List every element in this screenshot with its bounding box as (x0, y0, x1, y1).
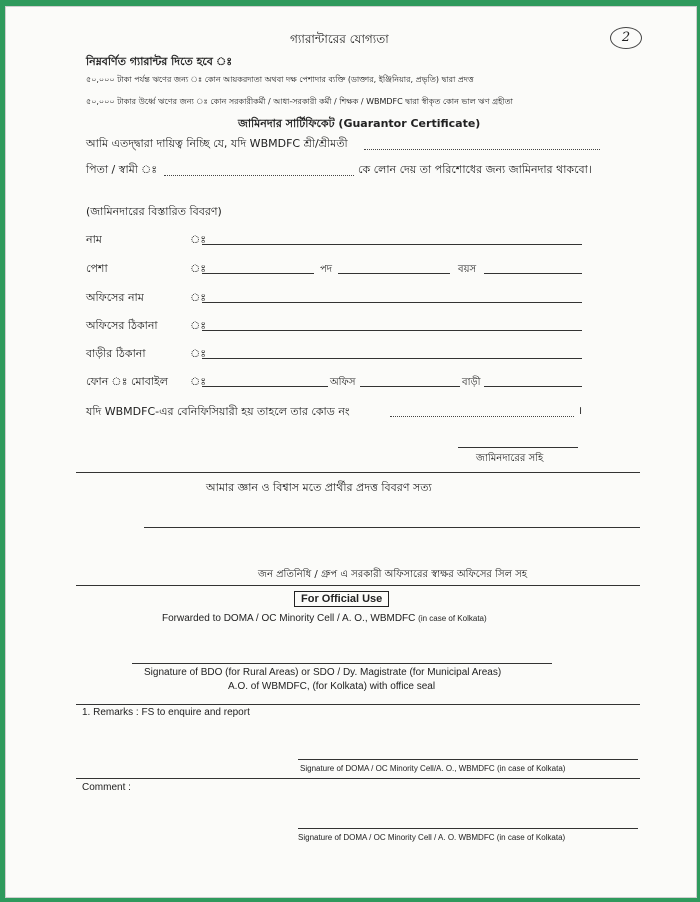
doma-signature-line-1[interactable] (298, 759, 638, 760)
officer-signature-label: জন প্রতিনিধি / গ্রুপ এ সরকারী অফিসারের স্বাক্ষর অফিসের সিল সহ (258, 569, 528, 580)
eligibility-heading: নিম্নবর্ণিত গ্যারান্টর দিতে হবে ঃ (86, 55, 233, 68)
certificate-line-2-tail: কে লোন দেয় তা পরিশোধের জন্য জামিনদার থাকবো। (358, 163, 592, 176)
occupation-label: পেশা (86, 262, 108, 275)
details-heading: (জামিনদারের বিস্তারিত বিবরণ) (86, 205, 222, 218)
certificate-line-1: আমি এতদ্দ্বারা দায়িত্ব নিচ্ছি যে, যদি WBMDFC শ্রী/শ্রীমতী (86, 137, 348, 150)
home-phone-field[interactable] (484, 386, 582, 387)
office-address-label: অফিসের ঠিকানা (86, 319, 158, 332)
section-divider (76, 585, 640, 586)
father-husband-label: পিতা / স্বামী ঃ (86, 163, 158, 176)
office-phone-field[interactable] (360, 386, 460, 387)
doma-signature-2-text: Signature of DOMA / OC Minority Cell / A. O. WBMDFC (298, 833, 495, 842)
name-field[interactable] (202, 244, 582, 245)
colon: ঃ (190, 233, 207, 246)
home-address-label: বাড়ীর ঠিকানা (86, 347, 146, 360)
eligibility-line-2: ৫০,০০০ টাকার উর্ধ্বে ঋণের জন্য ঃ কোন সরকারীকর্মী / আধা-সরকারী কর্মী / শিক্ষক / WBMDFC দ্বারা স্বীকৃত কোন ভাল ঋণ গ্রহীতা (86, 97, 513, 106)
father-husband-field[interactable] (164, 175, 354, 176)
colon: ঃ (190, 347, 207, 360)
age-field[interactable] (484, 273, 582, 274)
office-phone-label: অফিস (330, 377, 356, 388)
bdo-signature-line[interactable] (132, 663, 552, 664)
post-field[interactable] (338, 273, 450, 274)
doma-signature-label-2 (298, 833, 565, 842)
form-title: গ্যারান্টারের যোগ্যতা (290, 32, 389, 46)
phone-mobile-label: ফোন ঃ মোবাইল (86, 375, 168, 388)
age-label: বয়স (458, 264, 477, 275)
colon: ঃ (190, 262, 207, 275)
guarantor-signature-label: জামিনদারের সহি (476, 453, 544, 464)
doma-signature-label-1 (300, 764, 565, 773)
verification-statement: আমার জ্ঞান ও বিশ্বাস মতে প্রার্থীর প্রদত্ত বিবরণ সত্য (206, 481, 432, 494)
colon: ঃ (190, 375, 207, 388)
office-name-label: অফিসের নাম (86, 291, 144, 304)
bdo-signature-label-2: A.O. of WBMDFC, (for Kolkata) with office seal (228, 681, 436, 692)
eligibility-line-1: ৫০,০০০ টাকা পর্যন্ত ঋণের জন্য ঃ কোন আয়করদাতা অথবা দক্ষ পেশাদার ব্যক্তি (ডাক্তার, ইঞ্জিনিয়ার, প্রভৃতি) দ্বারা প্রদত্ত (86, 75, 474, 84)
beneficiary-code-label: যদি WBMDFC-এর বেনিফিসিয়ারী হয় তাহলে তার কোড নং (86, 405, 350, 418)
doma-signature-1-text: Signature of DOMA / OC Minority Cell/A. O., WBMDFC (300, 764, 495, 773)
comment-label: Comment : (82, 782, 131, 793)
forwarded-to-note: (in case of Kolkata) (418, 614, 487, 623)
occupation-field[interactable] (202, 273, 314, 274)
colon: ঃ (190, 319, 207, 332)
certificate-heading: জামিনদার সার্টিফিকেট (Guarantor Certificate) (238, 117, 481, 130)
guarantee-name-field[interactable] (364, 149, 600, 150)
remarks-text: 1. Remarks : FS to enquire and report (82, 707, 250, 718)
home-phone-label: বাড়ী (462, 377, 481, 388)
section-divider (76, 778, 640, 779)
beneficiary-code-end: । (578, 404, 583, 417)
name-label: নাম (86, 233, 102, 246)
forwarded-to-text (162, 613, 487, 624)
official-use-box: For Official Use (294, 591, 389, 607)
form-page (5, 6, 697, 898)
doma-signature-line-2[interactable] (298, 828, 638, 829)
section-divider (76, 704, 640, 705)
mobile-field[interactable] (202, 386, 328, 387)
doma-signature-2-note: (in case of Kolkata) (496, 833, 566, 842)
forwarded-to-label: Forwarded to DOMA / OC Minority Cell / A. O., WBMDFC (162, 613, 416, 624)
guarantor-signature-line[interactable] (458, 447, 578, 448)
office-name-field[interactable] (202, 302, 582, 303)
section-divider (76, 472, 640, 473)
verification-line[interactable] (144, 527, 640, 528)
home-address-field[interactable] (202, 358, 582, 359)
page-number: 2 (610, 27, 642, 49)
office-address-field[interactable] (202, 330, 582, 331)
doma-signature-1-note: (in case of Kolkata) (496, 764, 566, 773)
post-label: পদ (320, 264, 333, 275)
bdo-signature-label: Signature of BDO (for Rural Areas) or SDO / Dy. Magistrate (for Municipal Areas) (144, 667, 502, 678)
beneficiary-code-field[interactable] (390, 416, 574, 417)
colon: ঃ (190, 291, 207, 304)
